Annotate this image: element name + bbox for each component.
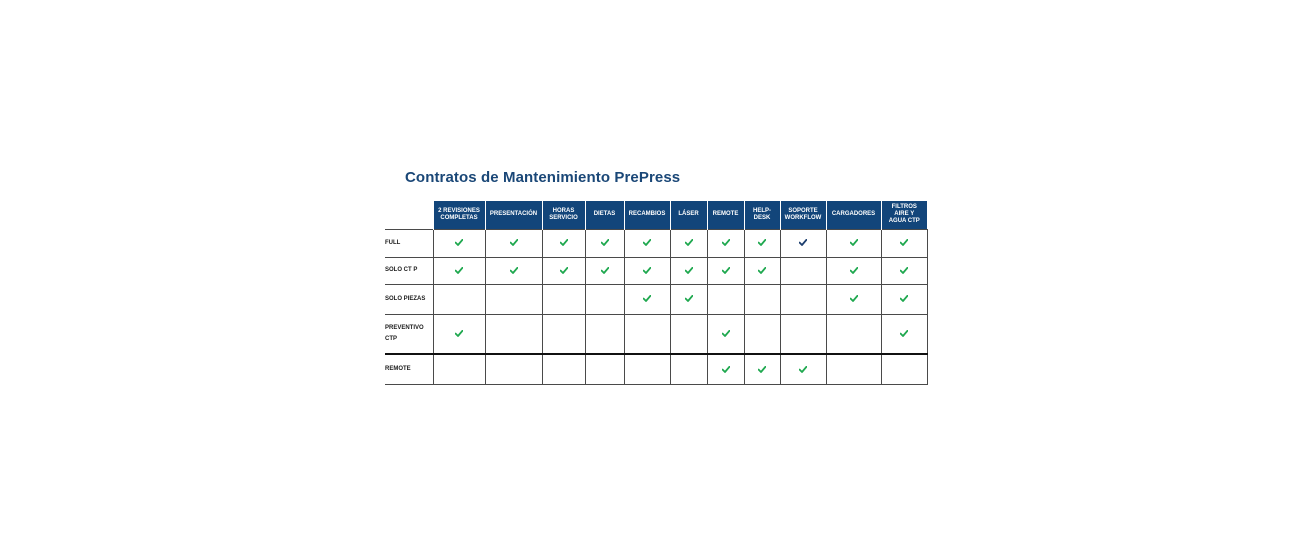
table-cell — [707, 354, 744, 384]
table-cell — [881, 354, 927, 384]
table-cell — [826, 284, 881, 314]
table-cell — [624, 314, 670, 354]
checkmark-icon — [722, 267, 730, 274]
row-label: SOLO PIEZAS — [385, 284, 433, 314]
table-cell — [780, 284, 826, 314]
table-cell — [585, 354, 624, 384]
table-cell — [433, 229, 485, 257]
table-cell — [780, 229, 826, 257]
column-header: PRESENTACIÓN — [485, 201, 542, 229]
checkmark-icon — [900, 330, 908, 337]
row-label: PREVENTIVO CTP — [385, 314, 433, 354]
table-cell — [585, 284, 624, 314]
table-cell — [485, 229, 542, 257]
table-cell — [585, 229, 624, 257]
checkmark-icon — [455, 267, 463, 274]
checkmark-icon — [758, 239, 766, 246]
column-header: HELP- DESK — [744, 201, 780, 229]
checkmark-icon — [560, 239, 568, 246]
checkmark-icon — [799, 239, 807, 246]
table-cell — [707, 314, 744, 354]
table-cell — [881, 284, 927, 314]
column-header: 2 REVISIONES COMPLETAS — [433, 201, 485, 229]
column-header: LÁSER — [670, 201, 707, 229]
table-cell — [670, 354, 707, 384]
table-cell — [624, 257, 670, 284]
row-label: REMOTE — [385, 354, 433, 384]
checkmark-icon — [510, 267, 518, 274]
table-cell — [542, 284, 585, 314]
checkmark-icon — [601, 239, 609, 246]
column-header: REMOTE — [707, 201, 744, 229]
table-row — [385, 354, 927, 384]
table-cell — [433, 354, 485, 384]
checkmark-icon — [722, 366, 730, 373]
checkmark-icon — [900, 239, 908, 246]
table-cell — [826, 257, 881, 284]
table-cell — [485, 257, 542, 284]
table-row — [385, 257, 927, 284]
checkmark-icon — [455, 239, 463, 246]
checkmark-icon — [850, 295, 858, 302]
table-cell — [433, 257, 485, 284]
checkmark-icon — [900, 295, 908, 302]
checkmark-icon — [455, 330, 463, 337]
checkmark-icon — [510, 239, 518, 246]
table-row — [385, 314, 927, 354]
table-cell — [485, 284, 542, 314]
checkmark-icon — [850, 239, 858, 246]
row-label: FULL — [385, 229, 433, 257]
header-row — [385, 201, 927, 229]
checkmark-icon — [685, 267, 693, 274]
table-row — [385, 229, 927, 257]
table-cell — [433, 284, 485, 314]
table-cell — [670, 284, 707, 314]
column-header: DIETAS — [585, 201, 624, 229]
column-header: FILTROS AIRE Y AGUA CTP — [881, 201, 927, 229]
table-cell — [881, 314, 927, 354]
page-title: Contratos de Mantenimiento PrePress — [405, 169, 681, 186]
table-cell — [744, 257, 780, 284]
column-header: CARGADORES — [826, 201, 881, 229]
table-cell — [542, 257, 585, 284]
maintenance-contracts-table — [385, 201, 928, 385]
table-cell — [707, 229, 744, 257]
column-header: RECAMBIOS — [624, 201, 670, 229]
table-cell — [707, 284, 744, 314]
checkmark-icon — [722, 239, 730, 246]
table-cell — [670, 257, 707, 284]
checkmark-icon — [758, 366, 766, 373]
table-cell — [624, 284, 670, 314]
table-cell — [744, 229, 780, 257]
checkmark-icon — [685, 295, 693, 302]
table-cell — [624, 229, 670, 257]
table-cell — [881, 257, 927, 284]
table-cell — [585, 314, 624, 354]
checkmark-icon — [850, 267, 858, 274]
checkmark-icon — [900, 267, 908, 274]
table-cell — [744, 314, 780, 354]
table-cell — [433, 314, 485, 354]
table-cell — [585, 257, 624, 284]
table-cell — [542, 314, 585, 354]
checkmark-icon — [560, 267, 568, 274]
table-cell — [707, 257, 744, 284]
table-cell — [485, 314, 542, 354]
checkmark-icon — [758, 267, 766, 274]
table-cell — [780, 314, 826, 354]
table-cell — [780, 257, 826, 284]
table-cell — [485, 354, 542, 384]
table-cell — [624, 354, 670, 384]
column-header: SOPORTE WORKFLOW — [780, 201, 826, 229]
table-cell — [542, 229, 585, 257]
checkmark-icon — [601, 267, 609, 274]
table-cell — [881, 229, 927, 257]
checkmark-icon — [799, 366, 807, 373]
table-cell — [670, 229, 707, 257]
table-cell — [826, 229, 881, 257]
table-cell — [542, 354, 585, 384]
table-cell — [826, 314, 881, 354]
checkmark-icon — [685, 239, 693, 246]
checkmark-icon — [643, 267, 651, 274]
table-cell — [744, 354, 780, 384]
table-cell — [670, 314, 707, 354]
column-header: HORAS SERVICIO — [542, 201, 585, 229]
table-cell — [826, 354, 881, 384]
table-cell — [780, 354, 826, 384]
corner-cell — [385, 201, 433, 229]
checkmark-icon — [643, 239, 651, 246]
table-cell — [744, 284, 780, 314]
checkmark-icon — [722, 330, 730, 337]
checkmark-icon — [643, 295, 651, 302]
row-label: SOLO CT P — [385, 257, 433, 284]
table-row — [385, 284, 927, 314]
